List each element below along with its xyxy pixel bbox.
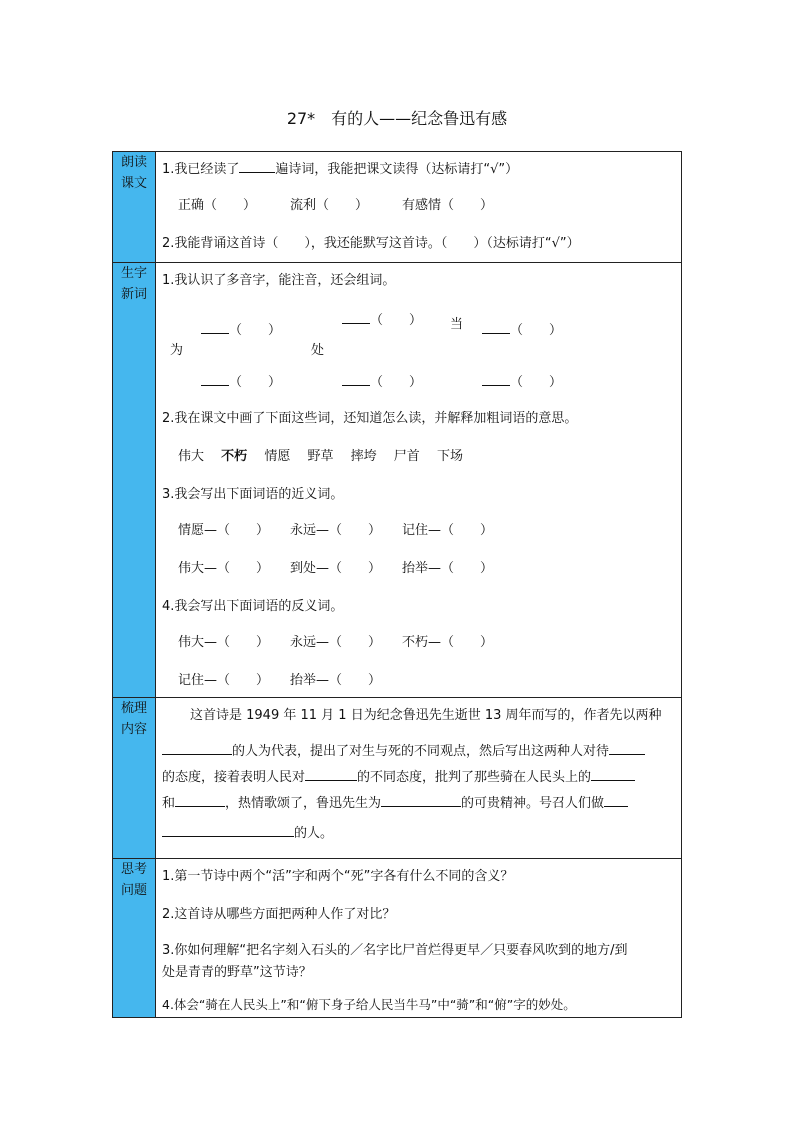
reading-q1-end: 遍诗词，我能把课文读得（达标请打“√”）	[275, 162, 519, 177]
text: ，热情歌颂了，鲁迅先生为	[225, 796, 382, 811]
synonym-item: 永远—（ ）	[290, 523, 382, 538]
words-q4: 4.我会写出下面词语的反义词。	[162, 599, 344, 614]
blank[interactable]	[162, 824, 294, 837]
reading-opt-correct: 正确（ ）	[178, 198, 257, 213]
text: 的态度，接着表明人民对	[162, 770, 306, 785]
text: 的可贵精神。号召人们做	[461, 796, 605, 811]
blank[interactable]	[305, 768, 357, 781]
vocab-item: 情愿	[264, 449, 291, 464]
think-q3-line2: 处是青青的野草”这节诗？	[162, 965, 312, 980]
section-think	[156, 859, 682, 1018]
label-line: 新词	[120, 287, 147, 302]
vocab-item: 尸首	[393, 449, 420, 464]
text: 的人。	[294, 826, 334, 841]
paren: （ ）	[229, 323, 282, 338]
synonym-item: 记住—（ ）	[402, 523, 494, 538]
reading-opt-fluent: 流利（ ）	[290, 198, 369, 213]
polyphone-chu-row1	[342, 309, 422, 328]
synonym-item: 情愿—（ ）	[178, 523, 270, 538]
worksheet-table	[112, 151, 682, 1018]
blank[interactable]	[381, 794, 461, 807]
blank[interactable]	[201, 373, 229, 386]
polyphone-dang-row2	[482, 371, 562, 390]
blank[interactable]	[201, 321, 229, 334]
blank[interactable]	[175, 794, 225, 807]
paren: （ ）	[370, 313, 423, 328]
page-title: 27* 有的人——纪念鲁迅有感	[286, 109, 508, 128]
text: 和	[162, 796, 176, 811]
polyphone-char-wei: 为	[170, 343, 184, 358]
text: 的人为代表，提出了对生与死的不同观点，然后写出这两种人对待	[232, 744, 610, 759]
reading-q2: 2.我能背诵这首诗（ ），我还能默写这首诗。（ ）（达标请打“√”）	[162, 236, 580, 251]
vocab-list	[178, 445, 463, 464]
summary-line2	[162, 740, 645, 759]
words-q2: 2.我在课文中画了下面这些词，还知道怎么读，并解释加粗词语的意思。	[162, 411, 578, 426]
synonym-item: 到处—（ ）	[290, 561, 382, 576]
reading-opt-emotion: 有感情（ ）	[402, 198, 494, 213]
summary-line4	[162, 792, 628, 811]
label-line: 内容	[120, 722, 147, 737]
label-line: 梳理	[120, 701, 147, 716]
section-label-words	[113, 263, 156, 698]
vocab-item: 不朽	[221, 449, 248, 464]
vocab-item: 伟大	[178, 449, 205, 464]
summary-line5	[162, 822, 333, 841]
text: 的不同态度，批判了那些骑在人民头上的	[357, 770, 592, 785]
synonym-item: 伟大—（ ）	[178, 561, 270, 576]
blank[interactable]	[482, 373, 510, 386]
reading-q1	[162, 158, 518, 177]
antonym-item: 不朽—（ ）	[402, 635, 494, 650]
words-q3: 3.我会写出下面词语的近义词。	[162, 487, 344, 502]
blank[interactable]	[604, 794, 628, 807]
section-reading	[156, 152, 682, 263]
reading-q1-start: 1.我已经读了	[162, 162, 240, 177]
section-label-think	[113, 859, 156, 1018]
summary-line3	[162, 766, 635, 785]
think-q3-line1: 3.你如何理解“把名字刻入石头的／名字比尸首烂得更早／只要春风吹到的地方/到	[162, 943, 628, 958]
polyphone-char-dang: 当	[450, 317, 464, 332]
antonym-item: 伟大—（ ）	[178, 635, 270, 650]
label-line: 问题	[120, 883, 147, 898]
think-q2: 2.这首诗从哪些方面把两种人作了对比？	[162, 907, 396, 922]
vocab-item: 摔垮	[350, 449, 377, 464]
section-label-summary	[113, 698, 156, 859]
antonym-item: 记住—（ ）	[178, 673, 270, 688]
label-line: 课文	[120, 176, 147, 191]
paren: （ ）	[229, 375, 282, 390]
polyphone-wei-row2	[201, 371, 281, 390]
paren: （ ）	[510, 323, 563, 338]
label-line: 生字	[120, 266, 147, 281]
synonym-item: 抬举—（ ）	[402, 561, 494, 576]
label-line: 朗读	[120, 155, 147, 170]
think-q1: 1.第一节诗中两个“活”字和两个“死”字各有什么不同的含义？	[162, 869, 514, 884]
blank[interactable]	[162, 742, 232, 755]
section-summary	[156, 698, 682, 859]
polyphone-dang-row1	[482, 319, 562, 338]
blank[interactable]	[342, 311, 370, 324]
blank[interactable]	[342, 373, 370, 386]
antonym-item: 抬举—（ ）	[290, 673, 382, 688]
blank[interactable]	[591, 768, 635, 781]
think-q4: 4.体会“骑在人民头上”和“俯下身子给人民当牛马”中“骑”和“俯”字的妙处。	[162, 997, 576, 1012]
polyphone-char-chu: 处	[311, 343, 325, 358]
section-label-reading	[113, 152, 156, 263]
summary-line1: 这首诗是 1949 年 11 月 1 日为纪念鲁迅先生逝世 13 周年而写的，作者先以两种	[190, 708, 662, 723]
blank[interactable]	[482, 321, 510, 334]
paren: （ ）	[370, 375, 423, 390]
vocab-item: 下场	[436, 449, 463, 464]
section-words	[156, 263, 682, 698]
vocab-item: 野草	[307, 449, 334, 464]
polyphone-chu-row2	[342, 371, 422, 390]
antonym-item: 永远—（ ）	[290, 635, 382, 650]
words-q1: 1.我认识了多音字，能注音，还会组词。	[162, 273, 396, 288]
blank[interactable]	[239, 160, 275, 173]
blank[interactable]	[609, 742, 645, 755]
polyphone-wei-row1	[201, 319, 281, 338]
paren: （ ）	[510, 375, 563, 390]
label-line: 思考	[120, 862, 147, 877]
